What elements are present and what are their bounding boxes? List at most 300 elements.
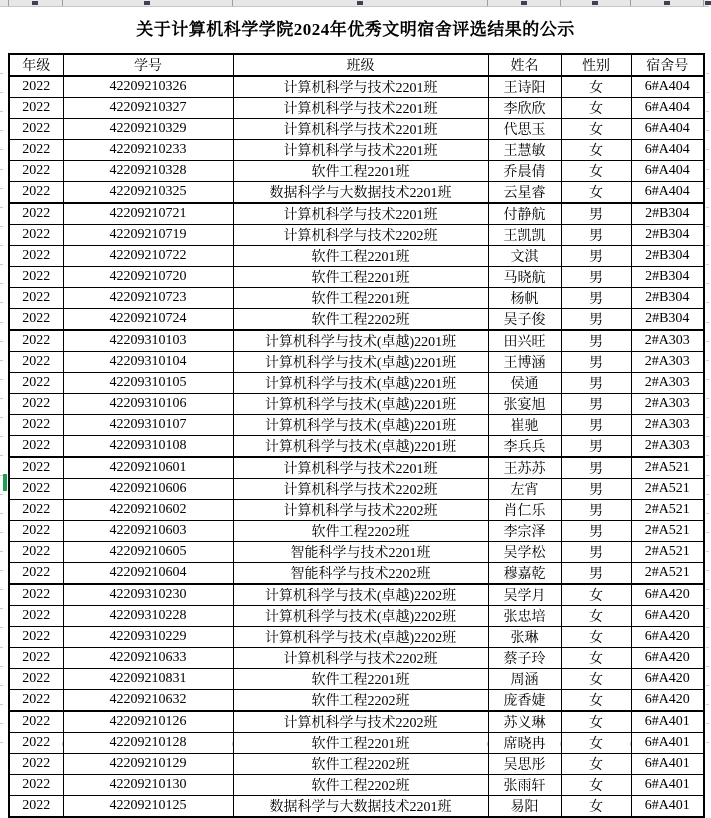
cell-name[interactable]: 席晓冉: [488, 733, 561, 754]
cell-name[interactable]: 张宴旭: [488, 394, 561, 415]
gridline-stub: [706, 551, 709, 552]
cell-student-id[interactable]: 42209310104: [63, 352, 233, 373]
cell-student-id[interactable]: 42209210721: [63, 203, 233, 225]
table-row: [9, 542, 704, 563]
cell-name[interactable]: 王凯凯: [488, 225, 561, 246]
cell-class[interactable]: 软件工程2201班: [233, 161, 488, 182]
cell-class[interactable]: 计算机科学与技术2202班: [233, 500, 488, 521]
table-row: [9, 98, 704, 119]
cell-class[interactable]: 计算机科学与技术2201班: [233, 119, 488, 140]
gridline-stub: [0, 666, 3, 667]
gridline-stub: [706, 92, 709, 93]
cell-student-id[interactable]: 42209310107: [63, 415, 233, 436]
cell-student-id[interactable]: 42209310108: [63, 436, 233, 458]
table-row: [9, 352, 704, 373]
cell-class[interactable]: 计算机科学与技术2201班: [233, 457, 488, 479]
gridline-stub: [706, 111, 709, 112]
gridline-stub: [0, 226, 3, 227]
col-header-student-id[interactable]: 学号: [63, 54, 233, 76]
cell-name[interactable]: 乔晨倩: [488, 161, 561, 182]
cell-class[interactable]: 软件工程2201班: [233, 267, 488, 288]
cell-gender[interactable]: 男: [561, 267, 631, 288]
gridline-stub: [0, 264, 3, 265]
cell-gender[interactable]: 男: [561, 225, 631, 246]
cell-dorm[interactable]: 2#B304: [631, 225, 704, 246]
cell-student-id[interactable]: 42209210605: [63, 542, 233, 563]
cell-name[interactable]: 吴思彤: [488, 754, 561, 775]
column-letter-mark: [521, 1, 527, 5]
cell-dorm[interactable]: 6#A401: [631, 775, 704, 796]
cell-dorm[interactable]: 6#A401: [631, 733, 704, 754]
col-header-class[interactable]: 班级: [233, 54, 488, 76]
gridline-stub: [706, 570, 709, 571]
cell-student-id[interactable]: 42209210633: [63, 648, 233, 669]
strip-column-separator: [560, 0, 561, 6]
gridline-stub: [0, 532, 3, 533]
cell-grade[interactable]: 2022: [9, 754, 63, 775]
cell-class[interactable]: 计算机科学与技术(卓越)2202班: [233, 584, 488, 606]
table-row: [9, 690, 704, 712]
cell-dorm[interactable]: 6#A401: [631, 711, 704, 733]
cell-name[interactable]: 杨帆: [488, 288, 561, 309]
cell-gender[interactable]: 女: [561, 161, 631, 182]
cell-grade[interactable]: 2022: [9, 203, 63, 225]
cell-class[interactable]: 计算机科学与技术(卓越)2202班: [233, 627, 488, 648]
cell-name[interactable]: 吴子俊: [488, 309, 561, 331]
gridline-stub: [706, 73, 709, 74]
table-row: [9, 76, 704, 98]
cell-student-id[interactable]: 42209210604: [63, 563, 233, 585]
strip-column-separator: [630, 0, 631, 6]
cell-grade[interactable]: 2022: [9, 648, 63, 669]
cell-grade[interactable]: 2022: [9, 457, 63, 479]
table-row: [9, 669, 704, 690]
dorm-results-table: [8, 53, 705, 818]
cell-dorm[interactable]: 2#A303: [631, 394, 704, 415]
cell-gender[interactable]: 男: [561, 309, 631, 331]
cell-gender[interactable]: 女: [561, 98, 631, 119]
column-letter-mark: [32, 1, 38, 5]
cell-student-id[interactable]: 42209210329: [63, 119, 233, 140]
cell-gender[interactable]: 女: [561, 584, 631, 606]
cell-class[interactable]: 计算机科学与技术2202班: [233, 479, 488, 500]
strip-column-separator: [8, 0, 9, 6]
cell-name[interactable]: 左宵: [488, 479, 561, 500]
cell-name[interactable]: 李欣欣: [488, 98, 561, 119]
cell-grade[interactable]: 2022: [9, 415, 63, 436]
table-row: [9, 394, 704, 415]
cell-gender[interactable]: 女: [561, 711, 631, 733]
cell-name[interactable]: 穆嘉乾: [488, 563, 561, 585]
column-letter-mark: [592, 1, 598, 5]
cell-name[interactable]: 王苏苏: [488, 457, 561, 479]
cell-class[interactable]: 计算机科学与技术2201班: [233, 98, 488, 119]
column-letter-mark: [705, 1, 711, 5]
gridline-stub: [0, 360, 3, 361]
cell-student-id[interactable]: 42209210233: [63, 140, 233, 161]
cell-student-id[interactable]: 42209210125: [63, 796, 233, 818]
cell-student-id[interactable]: 42209310228: [63, 606, 233, 627]
cell-student-id[interactable]: 42209210129: [63, 754, 233, 775]
cell-grade[interactable]: 2022: [9, 225, 63, 246]
table-row: [9, 711, 704, 733]
cell-student-id[interactable]: 42209210126: [63, 711, 233, 733]
gridline-stub: [706, 341, 709, 342]
cell-gender[interactable]: 女: [561, 627, 631, 648]
cell-class[interactable]: 智能科学与技术2202班: [233, 563, 488, 585]
cell-gender[interactable]: 女: [561, 140, 631, 161]
cell-name[interactable]: 王博涵: [488, 352, 561, 373]
gridline-stub: [706, 666, 709, 667]
cell-student-id[interactable]: 42209210723: [63, 288, 233, 309]
cell-student-id[interactable]: 42209210325: [63, 182, 233, 204]
cell-student-id[interactable]: 42209210724: [63, 309, 233, 331]
table-row: [9, 775, 704, 796]
gridline-stub: [560, 742, 561, 746]
cell-student-id[interactable]: 42209210632: [63, 690, 233, 712]
cell-gender[interactable]: 男: [561, 246, 631, 267]
gridline-stub: [0, 455, 3, 456]
cell-student-id[interactable]: 42209310105: [63, 373, 233, 394]
cell-student-id[interactable]: 42209210603: [63, 521, 233, 542]
cell-dorm[interactable]: 6#A401: [631, 754, 704, 775]
cell-name[interactable]: 张琳: [488, 627, 561, 648]
cell-name[interactable]: 周涵: [488, 669, 561, 690]
cell-class[interactable]: 计算机科学与技术2201班: [233, 203, 488, 225]
cell-grade[interactable]: 2022: [9, 119, 63, 140]
cell-grade[interactable]: 2022: [9, 161, 63, 182]
cell-gender[interactable]: 男: [561, 542, 631, 563]
cell-student-id[interactable]: 42209210831: [63, 669, 233, 690]
gridline-stub: [706, 742, 709, 743]
cell-class[interactable]: 软件工程2202班: [233, 754, 488, 775]
gridline-stub: [706, 475, 709, 476]
cell-dorm[interactable]: 2#A303: [631, 373, 704, 394]
header-row: [9, 54, 704, 76]
gridline-stub: [706, 455, 709, 456]
cell-gender[interactable]: 女: [561, 775, 631, 796]
gridline-stub: [706, 513, 709, 514]
cell-gender[interactable]: 男: [561, 203, 631, 225]
page-title: 关于计算机科学学院2024年优秀文明宿舍评选结果的公示: [136, 20, 575, 39]
cell-dorm[interactable]: 2#B304: [631, 203, 704, 225]
cell-grade[interactable]: 2022: [9, 690, 63, 712]
cell-gender[interactable]: 女: [561, 648, 631, 669]
cell-student-id[interactable]: 42209210328: [63, 161, 233, 182]
cell-class[interactable]: 计算机科学与技术(卓越)2202班: [233, 606, 488, 627]
strip-column-separator: [62, 0, 63, 6]
cell-name[interactable]: 肖仁乐: [488, 500, 561, 521]
cell-student-id[interactable]: 42209310230: [63, 584, 233, 606]
cell-name[interactable]: 苏义琳: [488, 711, 561, 733]
cell-grade[interactable]: 2022: [9, 479, 63, 500]
gridline-stub: [706, 322, 709, 323]
gridline-stub: [706, 169, 709, 170]
cell-gender[interactable]: 女: [561, 733, 631, 754]
cell-name[interactable]: 崔驰: [488, 415, 561, 436]
cell-grade[interactable]: 2022: [9, 352, 63, 373]
cell-name[interactable]: 蔡子玲: [488, 648, 561, 669]
cell-gender[interactable]: 女: [561, 76, 631, 98]
col-header-grade[interactable]: 年级: [9, 54, 63, 76]
cell-name[interactable]: 张雨轩: [488, 775, 561, 796]
cell-gender[interactable]: 男: [561, 288, 631, 309]
cell-dorm[interactable]: 2#A521: [631, 457, 704, 479]
strip-column-separator: [487, 0, 488, 6]
gridline-stub: [0, 723, 3, 724]
cell-name[interactable]: 李兵兵: [488, 436, 561, 458]
cell-grade[interactable]: 2022: [9, 627, 63, 648]
gridline-stub: [0, 341, 3, 342]
gridline-stub: [706, 704, 709, 705]
cell-grade[interactable]: 2022: [9, 182, 63, 204]
cell-gender[interactable]: 男: [561, 436, 631, 458]
cell-student-id[interactable]: 42209310103: [63, 330, 233, 352]
cell-class[interactable]: 软件工程2201班: [233, 246, 488, 267]
table-row: [9, 606, 704, 627]
gridline-stub: [0, 551, 3, 552]
cell-dorm[interactable]: 6#A420: [631, 606, 704, 627]
table-row: [9, 415, 704, 436]
cell-grade[interactable]: 2022: [9, 309, 63, 331]
column-header-strip[interactable]: [0, 0, 709, 7]
cell-class[interactable]: 软件工程2202班: [233, 775, 488, 796]
cell-name[interactable]: 张忠培: [488, 606, 561, 627]
cell-name[interactable]: 付静航: [488, 203, 561, 225]
cell-gender[interactable]: 男: [561, 352, 631, 373]
cell-dorm[interactable]: 6#A404: [631, 76, 704, 98]
cell-dorm[interactable]: 2#A303: [631, 352, 704, 373]
gridline-stub: [0, 513, 3, 514]
col-header-name[interactable]: 姓名: [488, 54, 561, 76]
cell-gender[interactable]: 男: [561, 563, 631, 585]
cell-student-id[interactable]: 42209210602: [63, 500, 233, 521]
cell-grade[interactable]: 2022: [9, 669, 63, 690]
cell-dorm[interactable]: 6#A404: [631, 98, 704, 119]
gridline-stub: [706, 360, 709, 361]
cell-name[interactable]: 云星睿: [488, 182, 561, 204]
cell-dorm[interactable]: 2#A521: [631, 500, 704, 521]
cell-gender[interactable]: 男: [561, 500, 631, 521]
gridline-stub: [0, 398, 3, 399]
gridline-stub: [706, 608, 709, 609]
cell-grade[interactable]: 2022: [9, 711, 63, 733]
strip-column-separator: [703, 0, 704, 6]
cell-dorm[interactable]: 2#A521: [631, 563, 704, 585]
cell-class[interactable]: 计算机科学与技术(卓越)2201班: [233, 436, 488, 458]
gridline-stub: [0, 627, 3, 628]
cell-dorm[interactable]: 6#A420: [631, 627, 704, 648]
gridline-stub: [0, 302, 3, 303]
cell-student-id[interactable]: 42209310229: [63, 627, 233, 648]
cell-student-id[interactable]: 42209210327: [63, 98, 233, 119]
cell-gender[interactable]: 男: [561, 479, 631, 500]
cell-grade[interactable]: 2022: [9, 500, 63, 521]
cell-student-id[interactable]: 42209210130: [63, 775, 233, 796]
cell-gender[interactable]: 女: [561, 182, 631, 204]
gridline-stub: [0, 73, 3, 74]
table-row: [9, 267, 704, 288]
cell-gender[interactable]: 女: [561, 669, 631, 690]
table-row: [9, 140, 704, 161]
cell-student-id[interactable]: 42209210719: [63, 225, 233, 246]
gridline-stub: [0, 704, 3, 705]
cell-gender[interactable]: 男: [561, 330, 631, 352]
cell-dorm[interactable]: 2#A303: [631, 330, 704, 352]
cell-grade[interactable]: 2022: [9, 394, 63, 415]
cell-dorm[interactable]: 2#B304: [631, 246, 704, 267]
cell-gender[interactable]: 男: [561, 373, 631, 394]
cell-class[interactable]: 计算机科学与技术(卓越)2201班: [233, 415, 488, 436]
table-row: [9, 754, 704, 775]
cell-dorm[interactable]: 6#A420: [631, 669, 704, 690]
cell-name[interactable]: 侯通: [488, 373, 561, 394]
cell-class[interactable]: 软件工程2202班: [233, 521, 488, 542]
cell-name[interactable]: 马晓航: [488, 267, 561, 288]
cell-class[interactable]: 数据科学与大数据技术2201班: [233, 796, 488, 818]
cell-gender[interactable]: 男: [561, 394, 631, 415]
gridline-stub: [630, 742, 631, 746]
cell-dorm[interactable]: 6#A420: [631, 648, 704, 669]
gridline-stub: [706, 245, 709, 246]
cell-class[interactable]: 计算机科学与技术2201班: [233, 140, 488, 161]
cell-grade[interactable]: 2022: [9, 733, 63, 754]
cell-class[interactable]: 计算机科学与技术2202班: [233, 711, 488, 733]
cell-student-id[interactable]: 42209210606: [63, 479, 233, 500]
cell-name[interactable]: 王诗阳: [488, 76, 561, 98]
column-letter-mark: [664, 1, 670, 5]
cell-class[interactable]: 计算机科学与技术2202班: [233, 648, 488, 669]
cell-grade[interactable]: 2022: [9, 373, 63, 394]
cell-grade[interactable]: 2022: [9, 288, 63, 309]
table-row: [9, 161, 704, 182]
cell-gender[interactable]: 男: [561, 521, 631, 542]
cell-name[interactable]: 文淇: [488, 246, 561, 267]
gridline-stub: [0, 685, 3, 686]
gridline-stub: [706, 283, 709, 284]
col-header-gender[interactable]: 性别: [561, 54, 631, 76]
table-row: [9, 309, 704, 331]
cell-name[interactable]: 田兴旺: [488, 330, 561, 352]
cell-dorm[interactable]: 6#A404: [631, 140, 704, 161]
gridline-stub: [0, 647, 3, 648]
cell-name[interactable]: 吴学松: [488, 542, 561, 563]
cell-student-id[interactable]: 42209210601: [63, 457, 233, 479]
cell-grade[interactable]: 2022: [9, 98, 63, 119]
cell-gender[interactable]: 男: [561, 457, 631, 479]
cell-class[interactable]: 计算机科学与技术2202班: [233, 225, 488, 246]
gridline-stub: [706, 627, 709, 628]
cell-name[interactable]: 李宗泽: [488, 521, 561, 542]
cell-grade[interactable]: 2022: [9, 436, 63, 458]
gridline-stub: [0, 149, 3, 150]
cell-student-id[interactable]: 42209310106: [63, 394, 233, 415]
cell-dorm[interactable]: 6#A404: [631, 119, 704, 140]
gridline-stub: [706, 188, 709, 189]
cell-name[interactable]: 吴学月: [488, 584, 561, 606]
cell-class[interactable]: 计算机科学与技术2201班: [233, 76, 488, 98]
table-row: [9, 627, 704, 648]
gridline-stub: [0, 494, 3, 495]
cell-dorm[interactable]: 2#B304: [631, 309, 704, 331]
cell-grade[interactable]: 2022: [9, 267, 63, 288]
cell-class[interactable]: 软件工程2202班: [233, 309, 488, 331]
cell-class[interactable]: 计算机科学与技术(卓越)2201班: [233, 352, 488, 373]
cell-student-id[interactable]: 42209210128: [63, 733, 233, 754]
cell-dorm[interactable]: 6#A420: [631, 690, 704, 712]
cell-class[interactable]: 数据科学与大数据技术2201班: [233, 182, 488, 204]
cell-grade[interactable]: 2022: [9, 584, 63, 606]
table-row: [9, 584, 704, 606]
gridline-stub: [706, 494, 709, 495]
gridline-stub: [706, 226, 709, 227]
cell-dorm[interactable]: 2#A303: [631, 415, 704, 436]
cell-grade[interactable]: 2022: [9, 140, 63, 161]
cell-name[interactable]: 王慧敏: [488, 140, 561, 161]
cell-gender[interactable]: 女: [561, 754, 631, 775]
cell-class[interactable]: 软件工程2202班: [233, 690, 488, 712]
cell-grade[interactable]: 2022: [9, 521, 63, 542]
cell-student-id[interactable]: 42209210720: [63, 267, 233, 288]
cell-class[interactable]: 软件工程2201班: [233, 669, 488, 690]
gridline-stub: [0, 570, 3, 571]
cell-class[interactable]: 计算机科学与技术(卓越)2201班: [233, 373, 488, 394]
gridline-stub: [0, 742, 3, 743]
cell-dorm[interactable]: 2#B304: [631, 267, 704, 288]
cell-gender[interactable]: 女: [561, 796, 631, 818]
gridline-stub: [706, 685, 709, 686]
cell-grade[interactable]: 2022: [9, 606, 63, 627]
cell-name[interactable]: 易阳: [488, 796, 561, 818]
cell-class[interactable]: 计算机科学与技术(卓越)2201班: [233, 394, 488, 415]
cell-gender[interactable]: 女: [561, 606, 631, 627]
cell-grade[interactable]: 2022: [9, 563, 63, 585]
cell-grade[interactable]: 2022: [9, 796, 63, 818]
cell-class[interactable]: 计算机科学与技术(卓越)2201班: [233, 330, 488, 352]
selected-cell-indicator: [3, 474, 7, 491]
cell-dorm[interactable]: 6#A401: [631, 796, 704, 818]
cell-dorm[interactable]: 2#A521: [631, 521, 704, 542]
cell-gender[interactable]: 男: [561, 415, 631, 436]
cell-grade[interactable]: 2022: [9, 542, 63, 563]
cell-gender[interactable]: 女: [561, 690, 631, 712]
col-header-dorm[interactable]: 宿舍号: [631, 54, 704, 76]
cell-name[interactable]: 庞香婕: [488, 690, 561, 712]
cell-gender[interactable]: 女: [561, 119, 631, 140]
cell-class[interactable]: 软件工程2201班: [233, 733, 488, 754]
cell-student-id[interactable]: 42209210326: [63, 76, 233, 98]
cell-grade[interactable]: 2022: [9, 330, 63, 352]
cell-dorm[interactable]: 2#A521: [631, 479, 704, 500]
cell-dorm[interactable]: 6#A404: [631, 161, 704, 182]
cell-dorm[interactable]: 2#A521: [631, 542, 704, 563]
cell-class[interactable]: 软件工程2201班: [233, 288, 488, 309]
gridline-stub: [0, 436, 3, 437]
cell-dorm[interactable]: 6#A404: [631, 182, 704, 204]
cell-name[interactable]: 代思玉: [488, 119, 561, 140]
cell-grade[interactable]: 2022: [9, 76, 63, 98]
cell-class[interactable]: 智能科学与技术2201班: [233, 542, 488, 563]
column-letter-mark: [357, 1, 363, 5]
cell-grade[interactable]: 2022: [9, 775, 63, 796]
table-row: [9, 648, 704, 669]
table-row: [9, 563, 704, 585]
cell-grade[interactable]: 2022: [9, 246, 63, 267]
cell-student-id[interactable]: 42209210722: [63, 246, 233, 267]
cell-dorm[interactable]: 2#B304: [631, 288, 704, 309]
cell-dorm[interactable]: 2#A303: [631, 436, 704, 458]
cell-dorm[interactable]: 6#A420: [631, 584, 704, 606]
